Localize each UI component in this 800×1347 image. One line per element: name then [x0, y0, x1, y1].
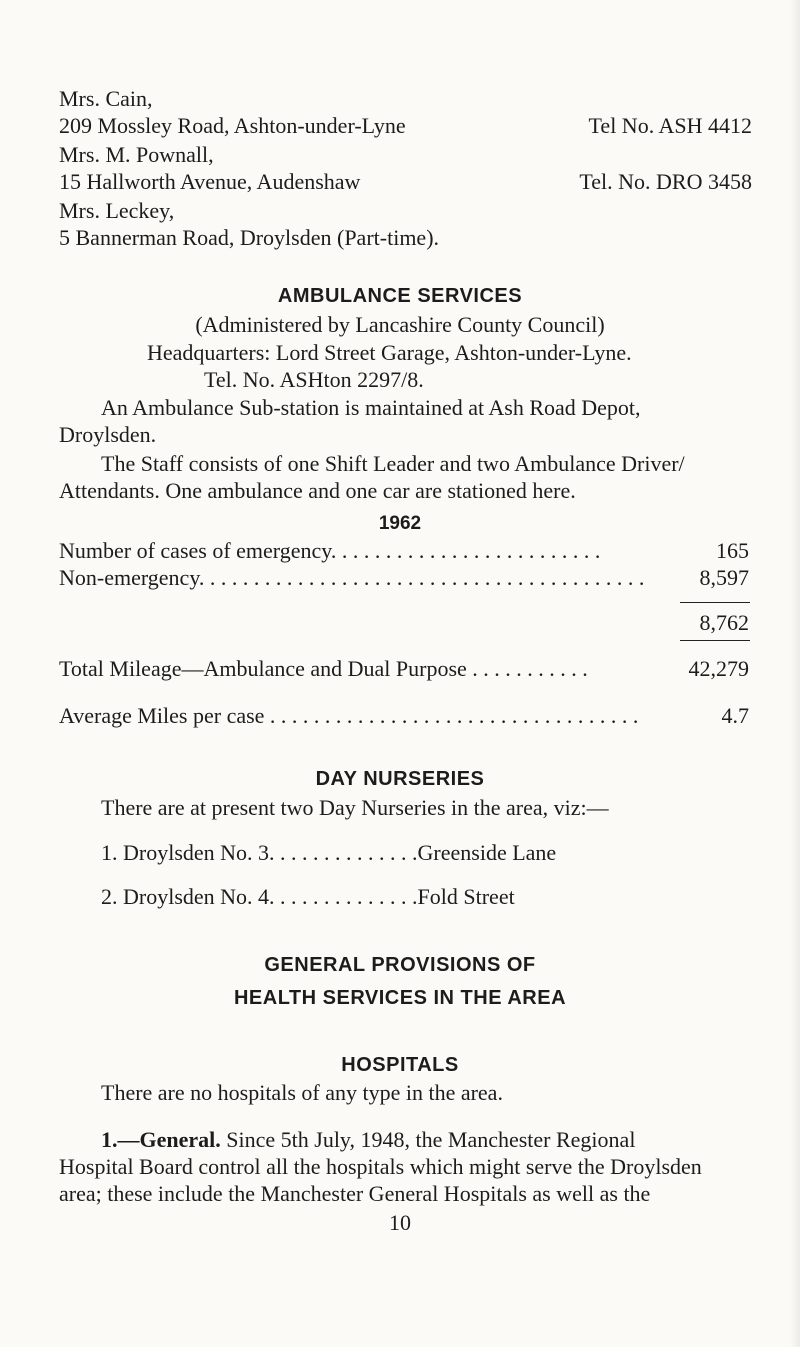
section-heading-nurseries: DAY NURSERIES: [315, 768, 485, 790]
stats-year: 1962: [378, 513, 422, 534]
ambulance-substation-line2: Droylsden.: [59, 422, 157, 447]
stat-value: 165: [716, 538, 749, 563]
ambulance-administered: (Administered by Lancashire County Council): [195, 312, 605, 337]
stat-label: Number of cases of emergency. . . . . . . . . . . . . . . . . . . . . . . . .: [59, 538, 601, 563]
contact-address: 5 Bannerman Road, Droylsden (Part-time).: [59, 225, 440, 250]
nursery-item: 2. Droylsden No. 4. . . . . . . . . . . . . .Fold Street: [101, 884, 515, 909]
ambulance-staff-line2: Attendants. One ambulance and one car are stationed here.: [59, 478, 576, 503]
stat-value: 8,597: [699, 565, 749, 590]
hospitals-general-line2: Hospital Board control all the hospitals which might serve the Droylsden: [59, 1154, 702, 1179]
section-heading-hospitals: HOSPITALS: [341, 1054, 459, 1076]
stat-label: Average Miles per case . . . . . . . . . . . . . . . . . . . . . . . . . . . . . . . . . .: [59, 703, 639, 728]
page-edge-shadow: [790, 0, 800, 1347]
stat-value: 8,762: [699, 610, 749, 635]
hospitals-general-line1: [101, 1127, 635, 1153]
page-number: 10: [389, 1210, 411, 1235]
ambulance-headquarters: Headquarters: Lord Street Garage, Ashton-under-Lyne.: [147, 340, 632, 365]
contact-name: Mrs. Leckey,: [59, 198, 175, 223]
contact-name: Mrs. Cain,: [59, 86, 153, 111]
stat-label: Total Mileage—Ambulance and Dual Purpose . . . . . . . . . . .: [59, 656, 588, 681]
contact-address: 15 Hallworth Avenue, Audenshaw: [59, 169, 361, 194]
contact-tel: Tel No. ASH 4412: [588, 113, 752, 138]
stat-label: Non-emergency. . . . . . . . . . . . . . . . . . . . . . . . . . . . . . . . . . . . . . . . .: [59, 565, 645, 590]
total-rule: [680, 602, 750, 603]
contact-name: Mrs. M. Pownall,: [59, 142, 214, 167]
ambulance-tel: Tel. No. ASHton 2297/8.: [204, 367, 424, 392]
contact-tel: Tel. No. DRO 3458: [579, 169, 752, 194]
nurseries-intro: There are at present two Day Nurseries in the area, viz:—: [101, 795, 609, 820]
hospitals-intro: There are no hospitals of any type in the area.: [101, 1080, 503, 1105]
section-heading-general-2: HEALTH SERVICES IN THE AREA: [233, 987, 567, 1009]
ambulance-substation-line1: An Ambulance Sub-station is maintained at Ash Road Depot,: [101, 395, 641, 420]
section-heading-ambulance: AMBULANCE SERVICES: [277, 285, 523, 307]
hospitals-general-lead: 1.—General.: [101, 1127, 221, 1152]
section-heading-general-1: GENERAL PROVISIONS OF: [264, 954, 536, 976]
hospitals-general-line3: area; these include the Manchester General Hospitals as well as the: [59, 1181, 651, 1206]
stat-value: 4.7: [721, 703, 749, 728]
ambulance-staff-line1: The Staff consists of one Shift Leader and two Ambulance Driver/: [101, 451, 685, 476]
total-rule: [680, 640, 750, 641]
hospitals-general-text: Since 5th July, 1948, the Manchester Regional: [220, 1127, 636, 1152]
nursery-item: 1. Droylsden No. 3. . . . . . . . . . . . . .Greenside Lane: [101, 840, 557, 865]
stat-value: 42,279: [688, 656, 749, 681]
contact-address: 209 Mossley Road, Ashton-under-Lyne: [59, 113, 406, 138]
